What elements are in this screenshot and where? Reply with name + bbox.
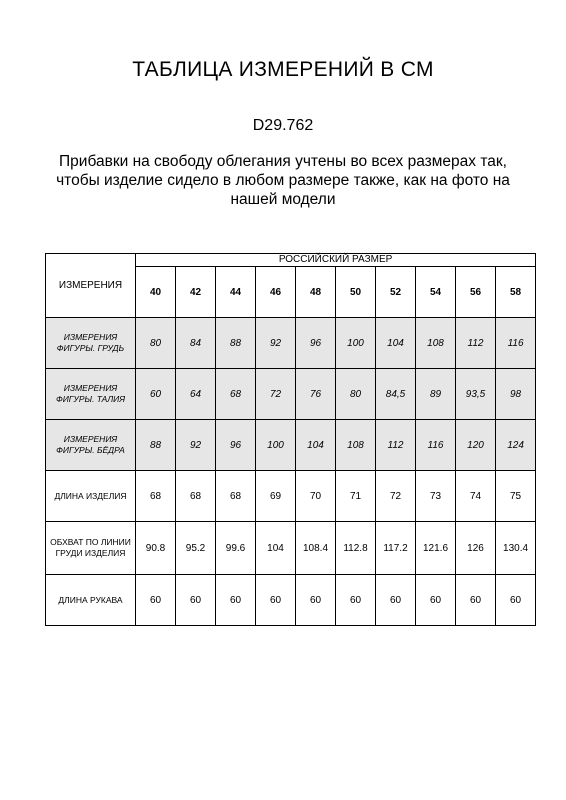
table-cell: 116 [496, 318, 536, 369]
table-cell: 104 [376, 318, 416, 369]
size-chart-table [45, 253, 536, 626]
table-cell: 68 [216, 369, 256, 420]
table-cell: 75 [496, 471, 536, 522]
row-label: ИЗМЕРЕНИЯ ФИГУРЫ. БЁДРА [46, 420, 136, 471]
size-header-cell: 52 [376, 267, 416, 318]
table-cell: 104 [256, 522, 296, 575]
table-cell: 84 [176, 318, 216, 369]
table-cell: 71 [336, 471, 376, 522]
table-cell: 74 [456, 471, 496, 522]
table-cell: 116 [416, 420, 456, 471]
table-cell: 60 [376, 575, 416, 626]
table-cell: 80 [336, 369, 376, 420]
table-cell: 60 [496, 575, 536, 626]
table-cell: 112.8 [336, 522, 376, 575]
table-cell: 112 [456, 318, 496, 369]
table-cell: 108 [416, 318, 456, 369]
table-cell: 68 [176, 471, 216, 522]
table-cell: 72 [256, 369, 296, 420]
table-cell: 69 [256, 471, 296, 522]
table-cell: 60 [176, 575, 216, 626]
table-cell: 124 [496, 420, 536, 471]
size-header-cell: 40 [136, 267, 176, 318]
table-cell: 88 [216, 318, 256, 369]
table-cell: 68 [216, 471, 256, 522]
row-label: ИЗМЕРЕНИЯ ФИГУРЫ. ГРУДЬ [46, 318, 136, 369]
table-row-sleeve-length [46, 575, 536, 626]
table-row-garment-length [46, 471, 536, 522]
table-cell: 60 [416, 575, 456, 626]
table-cell: 117.2 [376, 522, 416, 575]
table-cell: 100 [256, 420, 296, 471]
table-cell: 60 [296, 575, 336, 626]
table-cell: 88 [136, 420, 176, 471]
russian-size-header: РОССИЙСКИЙ РАЗМЕР [136, 254, 536, 267]
table-cell: 92 [256, 318, 296, 369]
table-cell: 104 [296, 420, 336, 471]
size-header-cell: 46 [256, 267, 296, 318]
table-cell: 100 [336, 318, 376, 369]
page-title: ТАБЛИЦА ИЗМЕРЕНИЙ В СМ [132, 58, 434, 81]
table-cell: 92 [176, 420, 216, 471]
table-cell: 126 [456, 522, 496, 575]
table-cell: 96 [216, 420, 256, 471]
table-cell: 96 [296, 318, 336, 369]
table-cell: 70 [296, 471, 336, 522]
table-cell: 60 [456, 575, 496, 626]
size-header-cell: 56 [456, 267, 496, 318]
fit-note: Прибавки на свободу облегания учтены во всех размерах так, чтобы изделие сидело в любом размере также, как на фото на нашей модели [56, 153, 510, 208]
table-row-waist [46, 369, 536, 420]
table-cell: 112 [376, 420, 416, 471]
table-cell: 64 [176, 369, 216, 420]
table-cell: 60 [336, 575, 376, 626]
size-header-cell: 54 [416, 267, 456, 318]
table-row-hips [46, 420, 536, 471]
table-cell: 60 [136, 575, 176, 626]
table-cell: 120 [456, 420, 496, 471]
table-cell: 108 [336, 420, 376, 471]
measurements-column-header: ИЗМЕРЕНИЯ [46, 254, 136, 318]
table-cell: 99.6 [216, 522, 256, 575]
row-label: ОБХВАТ ПО ЛИНИИ ГРУДИ ИЗДЕЛИЯ [46, 522, 136, 575]
size-header-cell: 58 [496, 267, 536, 318]
size-header-cell: 42 [176, 267, 216, 318]
table-cell: 60 [216, 575, 256, 626]
table-cell: 68 [136, 471, 176, 522]
table-cell: 90.8 [136, 522, 176, 575]
row-label: ДЛИНА ИЗДЕЛИЯ [46, 471, 136, 522]
table-cell: 95.2 [176, 522, 216, 575]
article-number: D29.762 [252, 117, 314, 134]
table-cell: 98 [496, 369, 536, 420]
table-cell: 72 [376, 471, 416, 522]
table-cell: 93,5 [456, 369, 496, 420]
size-header-cell: 48 [296, 267, 336, 318]
row-label: ИЗМЕРЕНИЯ ФИГУРЫ. ТАЛИЯ [46, 369, 136, 420]
table-cell: 121.6 [416, 522, 456, 575]
table-cell: 89 [416, 369, 456, 420]
table-cell: 76 [296, 369, 336, 420]
table-cell: 60 [256, 575, 296, 626]
size-header-cell: 50 [336, 267, 376, 318]
table-header-row-group [46, 254, 536, 267]
table-cell: 84,5 [376, 369, 416, 420]
table-cell: 73 [416, 471, 456, 522]
table-row-garment-chest [46, 522, 536, 575]
table-cell: 130.4 [496, 522, 536, 575]
table-cell: 108.4 [296, 522, 336, 575]
table-cell: 80 [136, 318, 176, 369]
table-cell: 60 [136, 369, 176, 420]
table-row-chest [46, 318, 536, 369]
row-label: ДЛИНА РУКАВА [46, 575, 136, 626]
size-header-cell: 44 [216, 267, 256, 318]
